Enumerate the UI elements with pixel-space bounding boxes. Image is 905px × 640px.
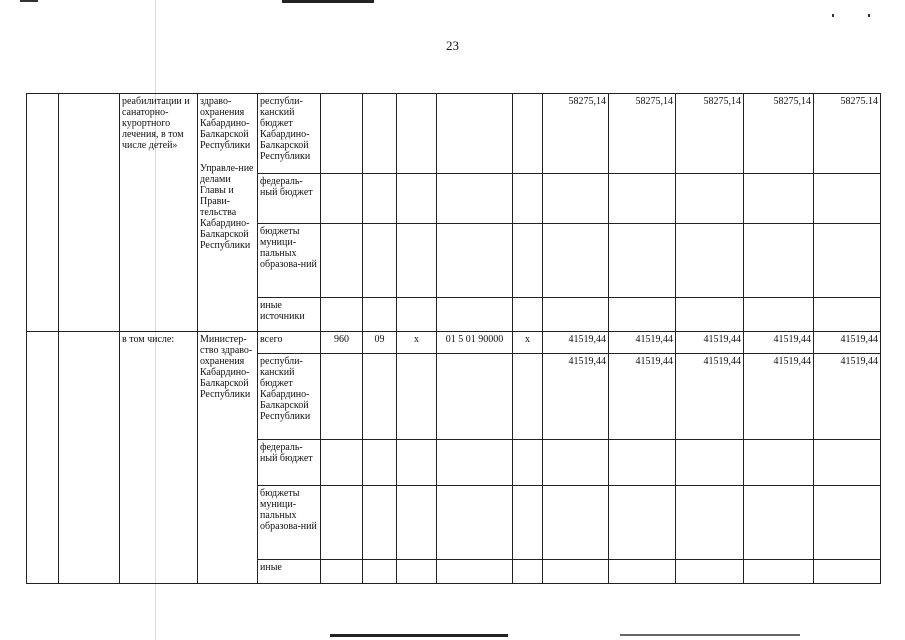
table-row [27,332,881,354]
amount-cell: 58275,14 [744,94,814,174]
cell-empty [59,94,120,332]
budget-table [26,93,881,584]
cell-empty [27,94,59,332]
scan-mark-bottom [620,634,800,636]
amount-cell: 41519,44 [744,354,814,440]
executor-cell [198,94,258,332]
scan-mark-top [282,0,374,3]
funding-source: бюджеты муници-пальных образова-ний [258,224,321,298]
amount-cell: 41519,44 [744,332,814,354]
rzpr-code: 09 [363,332,397,354]
table-row [27,94,881,174]
funding-source: республи-канский бюджет Кабардино-Балкарской Республики [258,354,321,440]
program-description: реабилитации и санаторно-курортного лечения, в том числе детей» [120,94,198,332]
code-x: х [397,332,437,354]
amount-cell: 41519,44 [609,332,676,354]
scan-mark-left [20,0,38,2]
scan-dot [832,14,834,17]
funding-source: республи-канский бюджет Кабардино-Балкарской Республики [258,94,321,174]
funding-source: всего [258,332,321,354]
amount-cell: 41519,44 [543,332,609,354]
funding-source: бюджеты муници-пальных образова-ний [258,486,321,560]
funding-source: иные [258,560,321,584]
funding-source: федераль-ный бюджет [258,440,321,486]
cell-empty [59,332,120,584]
amount-cell: 41519,44 [676,354,744,440]
amount-cell: 58275,14 [609,94,676,174]
amount-cell: 58275.14 [814,94,881,174]
executor-administration: Управле-ние делами Главы и Прави-тельства Кабардино-Балкарской Республики [200,163,254,251]
code-x: х [513,332,543,354]
amount-cell: 41519,44 [543,354,609,440]
funding-source: федераль-ный бюджет [258,174,321,224]
amount-cell: 41519,44 [814,354,881,440]
scan-dot [868,14,870,17]
page-number: 23 [446,38,459,53]
csr-code: 01 5 01 90000 [437,332,513,354]
funding-source: иные источники [258,298,321,332]
amount-cell: 58275,14 [676,94,744,174]
cell-empty [27,332,59,584]
executor-ministry: здраво-охранения Кабардино-Балкарской Республики [200,96,251,151]
amount-cell: 41519,44 [676,332,744,354]
amount-cell: 41519,44 [609,354,676,440]
amount-cell: 41519,44 [814,332,881,354]
grbs-code: 960 [321,332,363,354]
scan-mark-bottom [330,634,508,637]
amount-cell: 58275,14 [543,94,609,174]
executor-ministry: Министер-ство здраво-охранения Кабардино-Балкарской Республики [198,332,258,584]
program-description: в том числе: [120,332,198,584]
